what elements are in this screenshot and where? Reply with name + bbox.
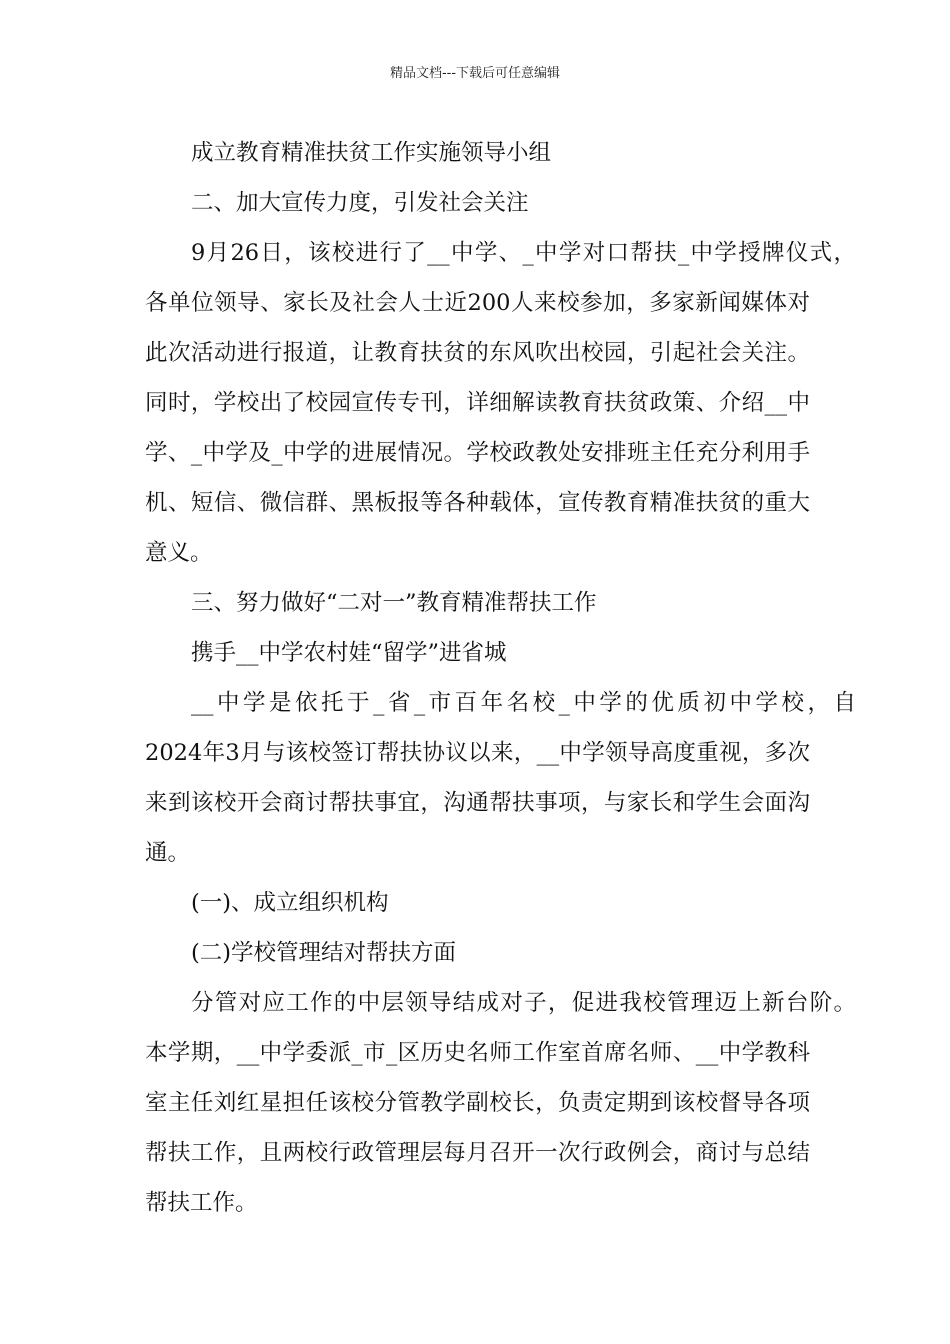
paragraph-line: 意义。 — [145, 540, 213, 566]
paragraph-line: 来到该校开会商讨帮扶事宜，沟通帮扶事项，与家长和学生会面沟 — [145, 790, 810, 816]
paragraph-line: 室主任刘红星担任该校分管教学副校长，负责定期到该校督导各项 — [145, 1090, 810, 1116]
paragraph-line: 分管对应工作的中层领导结成对子，促进我校管理迈上新台阶。 — [191, 990, 856, 1016]
paragraph-line: 机、短信、微信群、黑板报等各种载体，宣传教育精准扶贫的重大 — [145, 490, 810, 516]
paragraph-line: 各单位领导、家长及社会人士近200人来校参加，多家新闻媒体对 — [145, 290, 810, 316]
section-heading-three: 三、努力做好“二对一”教育精准帮扶工作 — [191, 590, 597, 616]
paragraph-line: 学、_中学及_中学的进展情况。学校政教处安排班主任充分利用手 — [145, 440, 810, 466]
section-heading-two: 二、加大宣传力度，引发社会关注 — [191, 190, 529, 216]
paragraph-line: 帮扶工作，且两校行政管理层每月召开一次行政例会，商讨与总结 — [145, 1140, 810, 1166]
paragraph-line: 本学期，__中学委派_市_区历史名师工作室首席名师、__中学教科 — [145, 1040, 810, 1066]
paragraph-line: 帮扶工作。 — [145, 1190, 258, 1216]
paragraph-line: __中学是依托于_省_市百年名校_中学的优质初中学校，自 — [191, 690, 856, 716]
document-body — [145, 128, 856, 1228]
subheading-organization: (一)、成立组织机构 — [191, 890, 389, 916]
paragraph-line: 9月26日，该校进行了__中学、_中学对口帮扶_中学授牌仪式， — [191, 240, 856, 266]
paragraph-line: 此次活动进行报道，让教育扶贫的东风吹出校园，引起社会关注。 — [145, 340, 810, 366]
paragraph-heading-leading-group: 成立教育精准扶贫工作实施领导小组 — [191, 140, 552, 166]
paragraph-line: 通。 — [145, 840, 191, 866]
subheading-management: (二)学校管理结对帮扶方面 — [191, 940, 457, 966]
subheading-rural-kids: 携手__中学农村娃“留学”进省城 — [191, 640, 507, 666]
paragraph-line: 同时，学校出了校园宣传专刊，详细解读教育扶贫政策、介绍__中 — [145, 390, 810, 416]
page-header: 精品文档---下载后可任意编辑 — [389, 66, 561, 81]
paragraph-line: 2024年3月与该校签订帮扶协议以来，__中学领导高度重视，多次 — [145, 740, 810, 766]
